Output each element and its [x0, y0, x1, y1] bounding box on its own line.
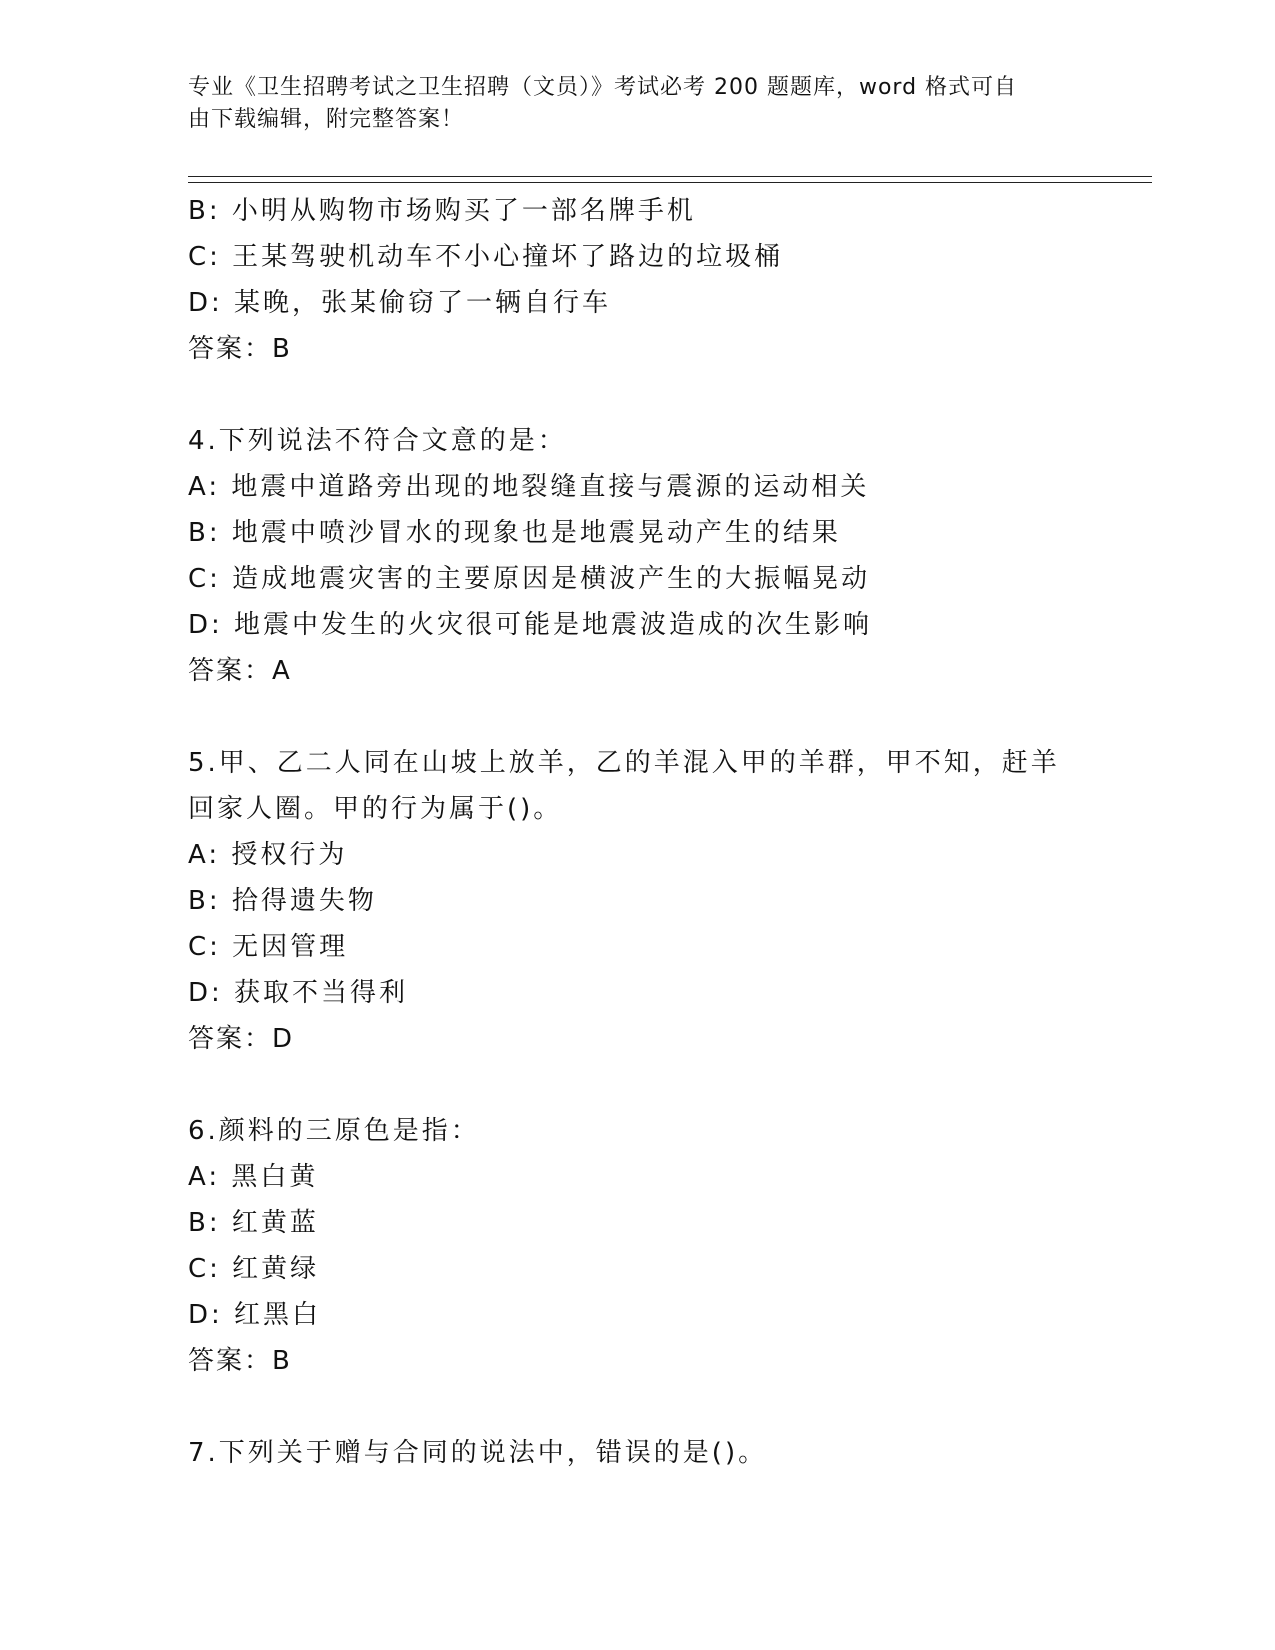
option-b: B: 小明从购物市场购买了一部名牌手机: [188, 196, 696, 226]
question-stem-line-1: 5.甲、乙二人同在山坡上放羊，乙的羊混入甲的羊群，甲不知，赶羊: [188, 748, 1060, 778]
option-c: C: 王某驾驶机动车不小心撞坏了路边的垃圾桶: [188, 242, 784, 272]
option-b: B: 拾得遗失物: [188, 886, 377, 916]
document-header: [188, 72, 1088, 136]
question-stem: 7.下列关于赠与合同的说法中，错误的是()。: [188, 1438, 768, 1468]
header-line-1: 专业《卫生招聘考试之卫生招聘（文员）》考试必考 200 题题库，word 格式可自: [188, 75, 1018, 100]
option-a: A: 地震中道路旁出现的地裂缝直接与震源的运动相关: [188, 472, 870, 502]
option-b: B: 地震中喷沙冒水的现象也是地震晃动产生的结果: [188, 518, 841, 548]
option-c: C: 无因管理: [188, 932, 349, 962]
option-a: A: 授权行为: [188, 840, 348, 870]
spacer: [188, 694, 1148, 740]
header-divider-top: [188, 176, 1152, 177]
option-a: A: 黑白黄: [188, 1162, 319, 1192]
option-b: B: 红黄蓝: [188, 1208, 319, 1238]
option-d: D: 获取不当得利: [188, 978, 409, 1008]
question-3: [188, 188, 1148, 372]
option-d: D: 红黑白: [188, 1300, 322, 1330]
question-list: [188, 188, 1148, 1476]
spacer: [188, 372, 1148, 418]
question-4: [188, 418, 1148, 694]
header-line-2: 由下载编辑，附完整答案！: [188, 107, 465, 132]
option-c: C: 造成地震灾害的主要原因是横波产生的大振幅晃动: [188, 564, 871, 594]
answer: 答案：D: [188, 1024, 295, 1054]
option-d: D: 地震中发生的火灾很可能是地震波造成的次生影响: [188, 610, 873, 640]
answer: 答案：A: [188, 656, 292, 686]
question-5: [188, 740, 1148, 1062]
question-stem-line-2: 回家人圈。甲的行为属于()。: [188, 794, 563, 824]
question-6: [188, 1108, 1148, 1384]
spacer: [188, 1384, 1148, 1430]
question-7: [188, 1430, 1148, 1476]
question-stem: 4.下列说法不符合文意的是：: [188, 426, 567, 456]
option-c: C: 红黄绿: [188, 1254, 320, 1284]
header-divider-bottom: [188, 182, 1152, 183]
answer: 答案：B: [188, 1346, 292, 1376]
question-stem: 6.颜料的三原色是指：: [188, 1116, 480, 1146]
answer: 答案：B: [188, 334, 292, 364]
option-d: D: 某晚，张某偷窃了一辆自行车: [188, 288, 612, 318]
spacer: [188, 1062, 1148, 1108]
